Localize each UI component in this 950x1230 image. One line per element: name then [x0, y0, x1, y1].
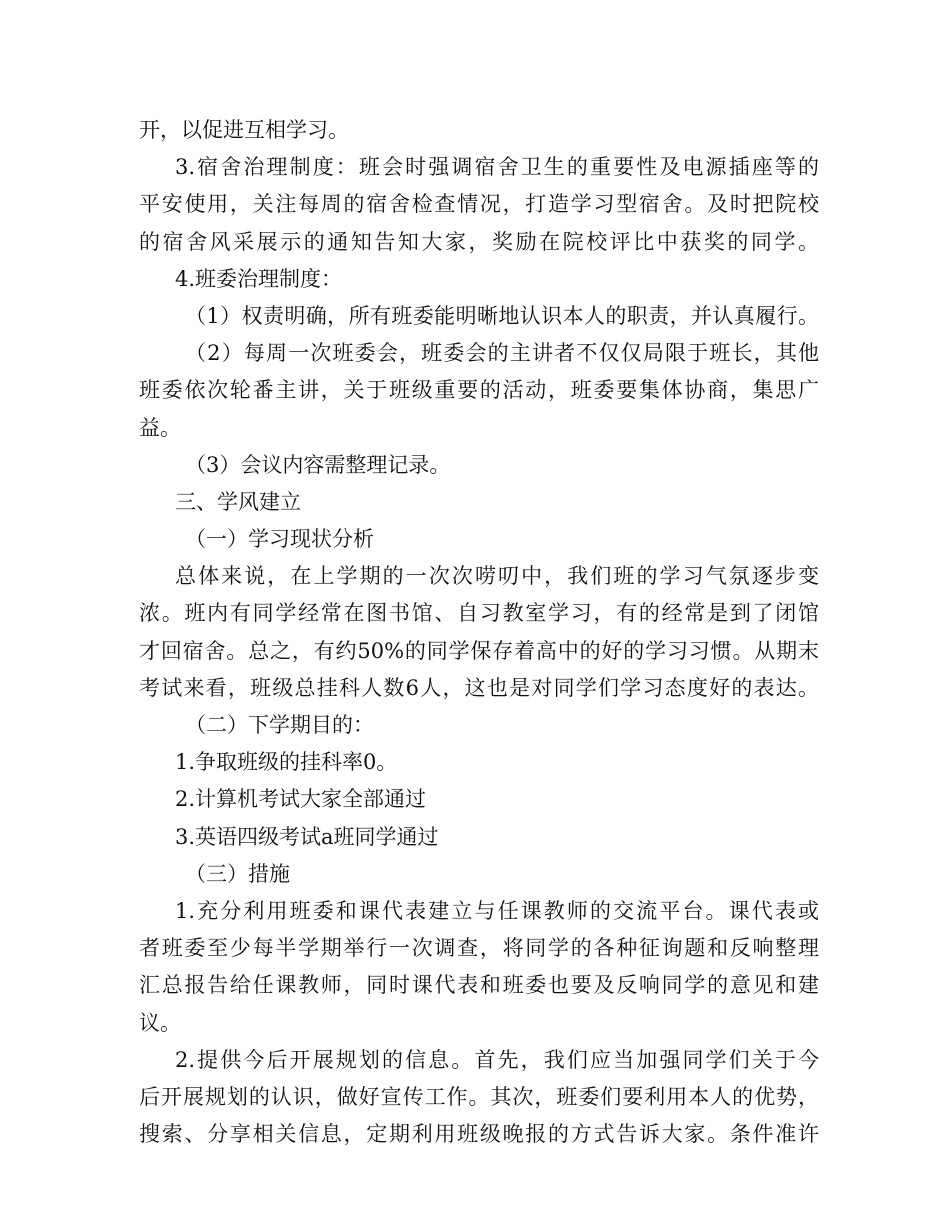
subsection-heading: （三）措施 [185, 861, 290, 886]
text-line: （1）权责明确，所有班委能明晰地认识本人的职责，并认真履行。 [185, 303, 819, 328]
text-line: 后开展规划的认识，做好宣传工作。其次，班委们要利用本人的优势， [139, 1084, 819, 1109]
text-line: 班委依次轮番主讲，关于班级重要的活动，班委要集体协商，集思广 [139, 378, 819, 403]
subsection-heading: （一）学习现状分析 [185, 527, 374, 552]
text-line: 3.宿舍治理制度：班会时强调宿舍卫生的重要性及电源插座等的 [175, 155, 819, 180]
text-line: 的宿舍风采展示的通知告知大家，奖励在院校评比中获奖的同学。 [139, 229, 819, 254]
text-line: 浓。班内有同学经常在图书馆、自习教室学习，有的经常是到了闭馆 [139, 601, 819, 626]
text-line: （2）每周一次班委会，班委会的主讲者不仅仅局限于班长，其他 [185, 341, 819, 366]
text-line: 议。 [139, 1010, 181, 1035]
document-body [139, 112, 819, 1153]
subsection-heading: （二）下学期目的： [185, 713, 374, 737]
list-item: 1.争取班级的挂科率0。 [175, 750, 398, 775]
text-line: 2.提供今后开展规划的信息。首先，我们应当加强同学们关于今 [175, 1047, 819, 1072]
text-line: 4.班委治理制度： [175, 266, 343, 291]
text-line: 考试来看，班级总挂科人数6人，这也是对同学们学习态度好的表达。 [139, 675, 819, 700]
text-line: 搜索、分享相关信息，定期利用班级晚报的方式告诉大家。条件准许 [139, 1122, 819, 1147]
text-line: （3）会议内容需整理记录。 [185, 452, 451, 477]
text-line: 平安使用，关注每周的宿舍检查情况，打造学习型宿舍。及时把院校 [139, 192, 819, 217]
list-item: 3.英语四级考试a班同学通过 [175, 824, 439, 849]
text-line: 开，以促进互相学习。 [139, 118, 349, 142]
text-line: 汇总报告给任课教师，同时课代表和班委也要及反响同学的意见和建 [139, 973, 819, 998]
section-heading: 三、学风建立 [175, 489, 301, 514]
list-item: 2.计算机考试大家全部通过 [175, 787, 427, 812]
text-line: 益。 [139, 415, 181, 440]
text-line: 1.充分利用班委和课代表建立与任课教师的交流平台。课代表或 [175, 898, 819, 923]
text-line: 总体来说，在上学期的一次次唠叨中，我们班的学习气氛逐步变 [175, 564, 819, 589]
text-line: 才回宿舍。总之，有约50%的同学保存着高中的好的学习习惯。从期末 [139, 638, 819, 663]
text-line: 者班委至少每半学期举行一次调查，将同学的各种征询题和反响整理 [139, 936, 819, 961]
